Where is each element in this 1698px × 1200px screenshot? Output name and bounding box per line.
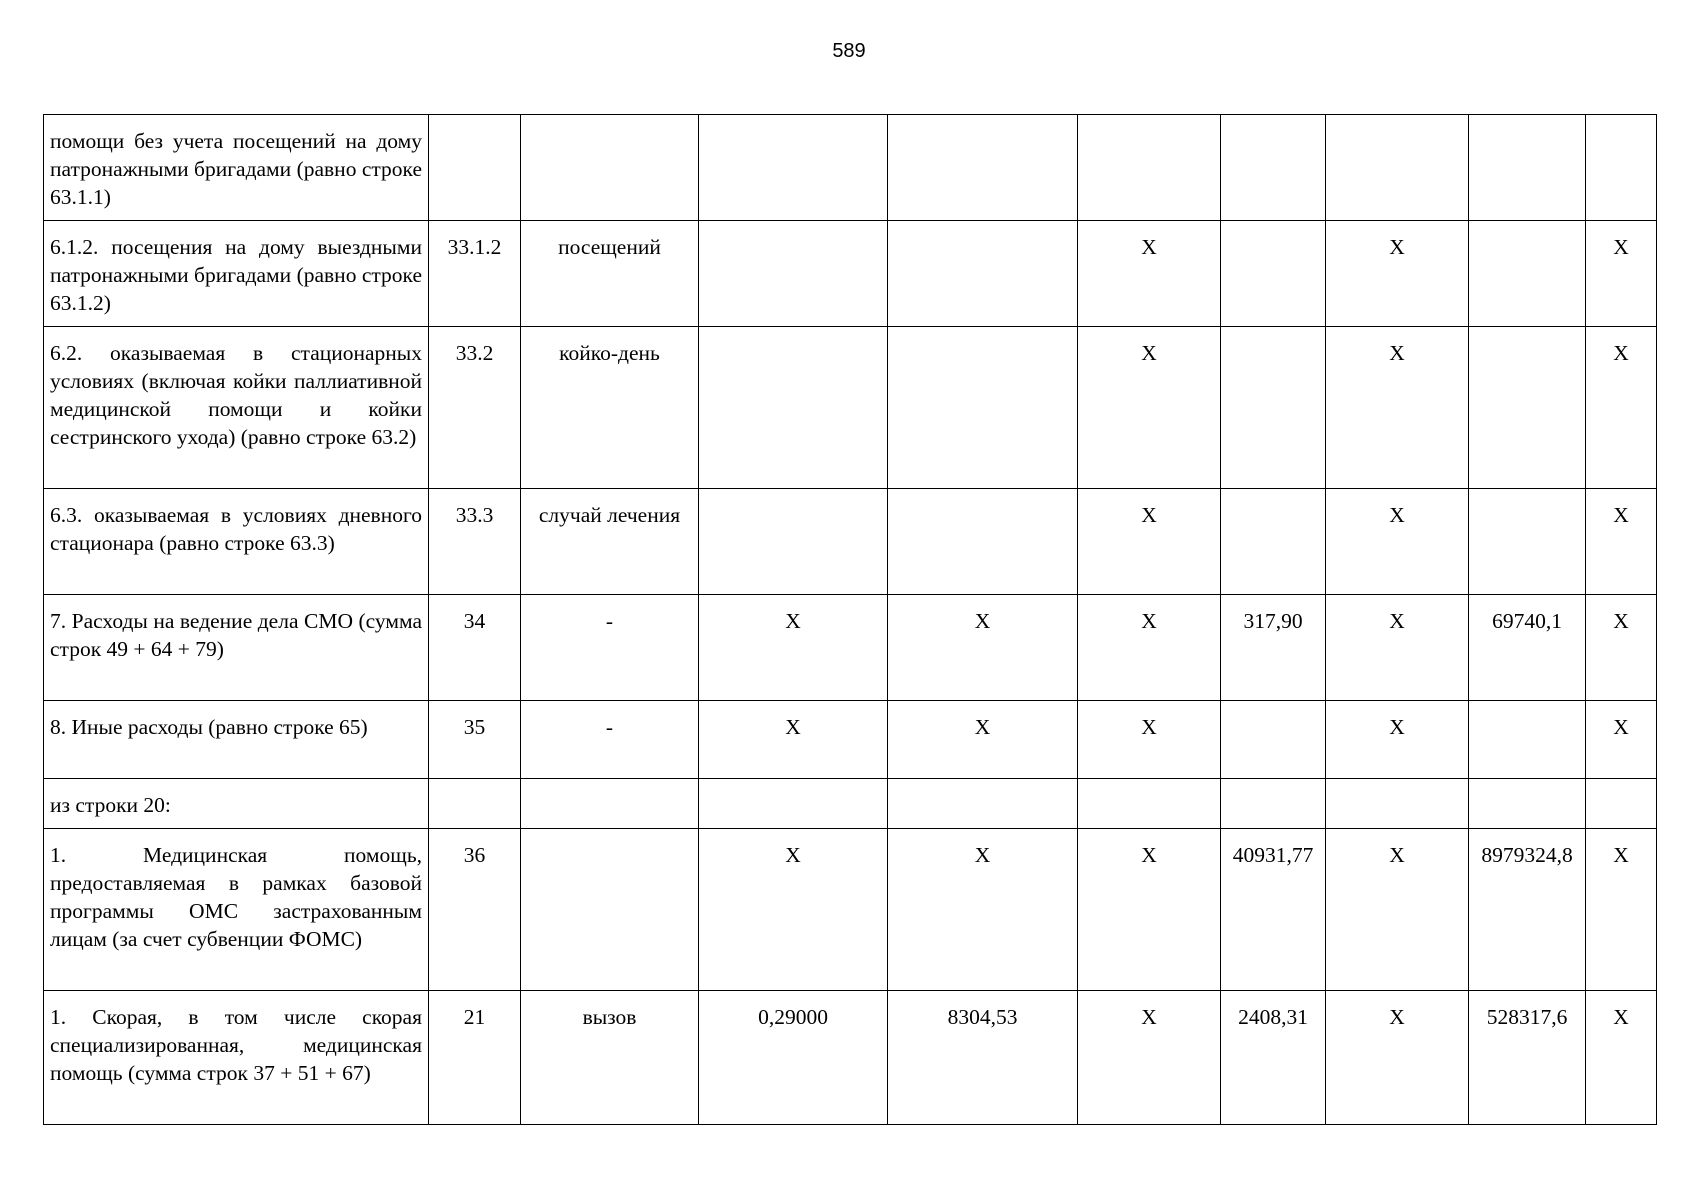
cell-col7 bbox=[1221, 489, 1326, 595]
cell-col7 bbox=[1221, 701, 1326, 779]
cell-col9 bbox=[1469, 701, 1586, 779]
cell-col8: Х bbox=[1326, 701, 1469, 779]
cell-col7 bbox=[1221, 221, 1326, 327]
row-code: 33.3 bbox=[429, 489, 521, 595]
cell-col9 bbox=[1469, 115, 1586, 221]
row-name: 1. Скорая, в том числе скорая специализированная, медицинская помощь (сумма строк 37 + 51 + 67) bbox=[44, 991, 429, 1125]
row-code: 33.1.2 bbox=[429, 221, 521, 327]
table-row bbox=[44, 829, 1657, 991]
row-unit: - bbox=[521, 701, 699, 779]
cell-col4: Х bbox=[699, 701, 888, 779]
cell-col4: Х bbox=[699, 595, 888, 701]
cell-col8: Х bbox=[1326, 221, 1469, 327]
cell-col7: 2408,31 bbox=[1221, 991, 1326, 1125]
cell-col4 bbox=[699, 489, 888, 595]
cell-col9 bbox=[1469, 779, 1586, 829]
cell-col10 bbox=[1586, 115, 1657, 221]
cell-col5 bbox=[888, 221, 1078, 327]
cell-col10 bbox=[1586, 779, 1657, 829]
cell-col5 bbox=[888, 489, 1078, 595]
cell-col5 bbox=[888, 779, 1078, 829]
row-code: 34 bbox=[429, 595, 521, 701]
row-name: 6.3. оказываемая в условиях дневного стационара (равно строке 63.3) bbox=[44, 489, 429, 595]
row-name: 8. Иные расходы (равно строке 65) bbox=[44, 701, 429, 779]
row-name: из строки 20: bbox=[44, 779, 429, 829]
table-row bbox=[44, 115, 1657, 221]
cell-col10: Х bbox=[1586, 489, 1657, 595]
cell-col8 bbox=[1326, 115, 1469, 221]
table-row bbox=[44, 991, 1657, 1125]
cell-col9 bbox=[1469, 489, 1586, 595]
cell-col8: Х bbox=[1326, 991, 1469, 1125]
cell-col10: Х bbox=[1586, 327, 1657, 489]
cell-col6: Х bbox=[1078, 991, 1221, 1125]
cell-col5: 8304,53 bbox=[888, 991, 1078, 1125]
row-code bbox=[429, 115, 521, 221]
row-unit: койко-день bbox=[521, 327, 699, 489]
cell-col7 bbox=[1221, 115, 1326, 221]
table-row bbox=[44, 595, 1657, 701]
cell-col4: 0,29000 bbox=[699, 991, 888, 1125]
cell-col9 bbox=[1469, 327, 1586, 489]
data-table bbox=[43, 114, 1657, 1125]
row-unit: - bbox=[521, 595, 699, 701]
row-name: 7. Расходы на ведение дела СМО (сумма строк 49 + 64 + 79) bbox=[44, 595, 429, 701]
cell-col4 bbox=[699, 115, 888, 221]
cell-col10: Х bbox=[1586, 221, 1657, 327]
cell-col6: Х bbox=[1078, 829, 1221, 991]
cell-col5: Х bbox=[888, 701, 1078, 779]
row-unit: посещений bbox=[521, 221, 699, 327]
cell-col9 bbox=[1469, 221, 1586, 327]
row-unit bbox=[521, 829, 699, 991]
cell-col10: Х bbox=[1586, 991, 1657, 1125]
cell-col4 bbox=[699, 221, 888, 327]
cell-col6 bbox=[1078, 115, 1221, 221]
table-row bbox=[44, 489, 1657, 595]
row-code: 35 bbox=[429, 701, 521, 779]
table-row bbox=[44, 221, 1657, 327]
cell-col6 bbox=[1078, 779, 1221, 829]
cell-col5 bbox=[888, 327, 1078, 489]
row-code: 33.2 bbox=[429, 327, 521, 489]
cell-col6: Х bbox=[1078, 221, 1221, 327]
row-name: 6.1.2. посещения на дому выездными патронажными бригадами (равно строке 63.1.2) bbox=[44, 221, 429, 327]
cell-col10: Х bbox=[1586, 701, 1657, 779]
cell-col8: Х bbox=[1326, 595, 1469, 701]
row-name: помощи без учета посещений на дому патронажными бригадами (равно строке 63.1.1) bbox=[44, 115, 429, 221]
row-code: 36 bbox=[429, 829, 521, 991]
cell-col5: Х bbox=[888, 595, 1078, 701]
cell-col4 bbox=[699, 327, 888, 489]
cell-col6: Х bbox=[1078, 489, 1221, 595]
cell-col9: 528317,6 bbox=[1469, 991, 1586, 1125]
table-row bbox=[44, 701, 1657, 779]
cell-col9: 69740,1 bbox=[1469, 595, 1586, 701]
cell-col10: Х bbox=[1586, 595, 1657, 701]
cell-col6: Х bbox=[1078, 327, 1221, 489]
row-unit bbox=[521, 115, 699, 221]
row-name: 1. Медицинская помощь, предоставляемая в рамках базовой программы ОМС застрахованным лицам (за счет субвенции ФОМС) bbox=[44, 829, 429, 991]
cell-col4 bbox=[699, 779, 888, 829]
cell-col10: Х bbox=[1586, 829, 1657, 991]
cell-col8: Х bbox=[1326, 829, 1469, 991]
page-number: 589 bbox=[832, 40, 866, 62]
row-unit: вызов bbox=[521, 991, 699, 1125]
cell-col7: 317,90 bbox=[1221, 595, 1326, 701]
cell-col7: 40931,77 bbox=[1221, 829, 1326, 991]
cell-col6: Х bbox=[1078, 595, 1221, 701]
cell-col5 bbox=[888, 115, 1078, 221]
row-unit: случай лечения bbox=[521, 489, 699, 595]
row-unit bbox=[521, 779, 699, 829]
cell-col7 bbox=[1221, 327, 1326, 489]
cell-col7 bbox=[1221, 779, 1326, 829]
cell-col6: Х bbox=[1078, 701, 1221, 779]
row-code: 21 bbox=[429, 991, 521, 1125]
cell-col8 bbox=[1326, 779, 1469, 829]
table-row bbox=[44, 779, 1657, 829]
cell-col5: Х bbox=[888, 829, 1078, 991]
cell-col9: 8979324,8 bbox=[1469, 829, 1586, 991]
cell-col8: Х bbox=[1326, 489, 1469, 595]
cell-col8: Х bbox=[1326, 327, 1469, 489]
row-code bbox=[429, 779, 521, 829]
cell-col4: Х bbox=[699, 829, 888, 991]
row-name: 6.2. оказываемая в стационарных условиях (включая койки паллиативной медицинской помощи и койки сестринского ухода) (равно строке 63.2) bbox=[44, 327, 429, 489]
table-row bbox=[44, 327, 1657, 489]
